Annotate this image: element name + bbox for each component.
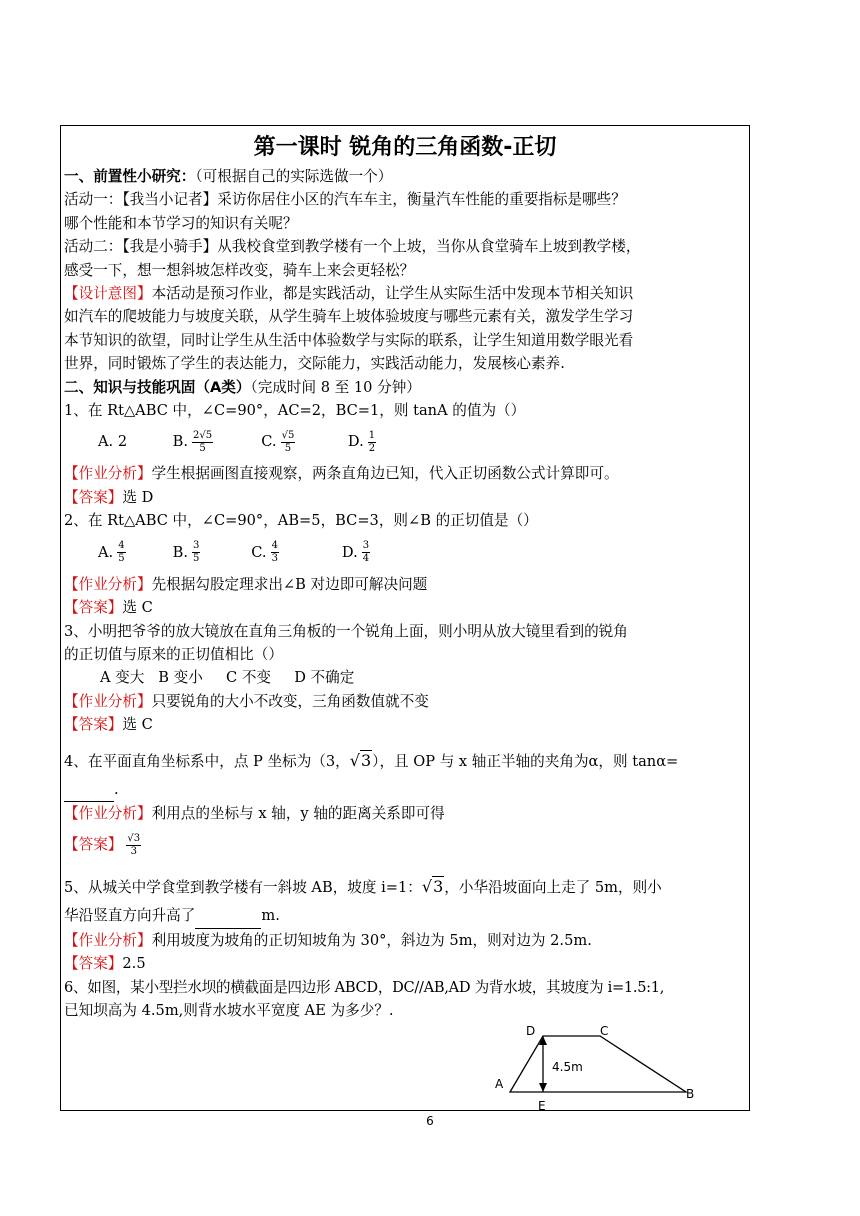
question-3-line-1: 3、小明把爷爷的放大镜放在直角三角板的一个锐角上面，则小明从放大镜里看到的锐角 bbox=[64, 622, 628, 640]
arrow-down bbox=[539, 1083, 547, 1092]
question-1-options bbox=[64, 422, 746, 462]
q1-option-c: C. $\frac{√5}{5}$ bbox=[261, 429, 295, 454]
q3-answer: 【答案】选 C bbox=[64, 716, 153, 734]
q4-blank-line: . bbox=[64, 778, 746, 802]
q4-analysis: 【作业分析】利用点的坐标与 x 轴，y 轴的距离关系即可得 bbox=[64, 804, 445, 822]
q4-answer: 【答案】 $\frac{√3}{3}$ bbox=[64, 832, 141, 857]
design-line-4: 世界，同时锻炼了学生的表达能力，交际能力，实践活动能力，发展核心素养. bbox=[64, 355, 565, 373]
q1-option-d: D. $\frac{1}{2}$ bbox=[347, 429, 376, 454]
question-5-line-2: 华沿竖直方向升高了 m. bbox=[64, 904, 746, 928]
q1-answer: 【答案】选 D bbox=[64, 488, 154, 506]
q1-option-b: B. $\frac{2√5}{5}$ bbox=[172, 429, 213, 454]
activity-2-line-1: 活动二：【我是小骑手】从我校食堂到教学楼有一个上坡，当你从食堂骑车上坡到教学楼， bbox=[64, 238, 641, 256]
q5-answer-blank bbox=[195, 904, 261, 928]
q5-answer: 【答案】2.5 bbox=[64, 955, 146, 973]
label-a: A bbox=[495, 1077, 504, 1091]
q3-options: A 变大 B 变小 C 不变 D 不确定 bbox=[100, 669, 355, 687]
design-line-1: 【设计意图】本活动是预习作业，都是实践活动，让学生从实际生活中发现本节相关知识 bbox=[64, 285, 634, 303]
section-2-note: （完成时间 8 至 10 分钟） bbox=[250, 378, 421, 396]
q2-analysis: 【作业分析】先根据勾股定理求出∠B 对边即可解决问题 bbox=[64, 575, 428, 593]
question-2-options bbox=[64, 533, 746, 573]
design-line-3: 本节知识的欲望，同时让学生从生活中体验数学与实际的联系，让学生知道用数学眼光看 bbox=[64, 331, 634, 349]
activity-2-line-2: 感受一下，想一想斜坡怎样改变，骑车上来会更轻松？ bbox=[64, 261, 415, 279]
q2-option-a: A. $\frac{4}{5}$ bbox=[98, 540, 125, 565]
q5-analysis: 【作业分析】利用坡度为坡角的正切知坡角为 30°，斜边为 5m，则对边为 2.5m. bbox=[64, 931, 592, 949]
section-1-note: （可根据自己的实际选做一个） bbox=[195, 168, 393, 185]
label-b: B bbox=[686, 1087, 695, 1101]
question-2: 2、在 Rt△ABC 中，∠C=90°，AB=5，BC=3，则∠B 的正切值是（） bbox=[64, 512, 538, 530]
question-4: 4、在平面直角坐标系中，点 P 坐标为（3，√3），且 OP 与 x 轴正半轴的夹角为α，则 tanα= bbox=[64, 750, 679, 770]
activity-1-line-1: 活动一：【我当小记者】采访你居住小区的汽车车主，衡量汽车性能的重要指标是哪些？ bbox=[64, 191, 626, 209]
q2-answer: 【答案】选 C bbox=[64, 599, 153, 617]
height-label: 4.5m bbox=[552, 1060, 583, 1074]
question-6-line-2: 已知坝高为 4.5m,则背水坡水平宽度 AE 为多少？. bbox=[64, 1001, 394, 1019]
document-content bbox=[64, 132, 746, 1022]
q2-option-c: C. $\frac{4}{3}$ bbox=[251, 540, 278, 565]
question-3-line-2: 的正切值与原来的正切值相比（） bbox=[64, 645, 283, 663]
label-d: D bbox=[526, 1024, 536, 1038]
label-c: C bbox=[600, 1024, 609, 1038]
activity-1-line-2: 哪个性能和本节学习的知识有关呢？ bbox=[64, 214, 298, 232]
design-intent-tag: 【设计意图】 bbox=[64, 285, 152, 303]
q1-option-a: A. 2 bbox=[98, 433, 128, 451]
q2-option-d: D. $\frac{3}{4}$ bbox=[341, 540, 370, 565]
design-line-2: 如汽车的爬坡能力与坡度关联，从学生骑车上坡体验坡度与哪些元素有关，激发学生学习 bbox=[64, 308, 634, 326]
section-1-heading: 一、前置性小研究： bbox=[64, 168, 196, 185]
section-2-heading-line bbox=[64, 376, 746, 399]
page-number: 6 bbox=[426, 1114, 434, 1128]
section-1-heading-line bbox=[64, 165, 746, 188]
trapezoid-abcd bbox=[510, 1036, 686, 1092]
q1-analysis: 【作业分析】学生根据画图直接观察，两条直角边已知，代入正切函数公式计算即可。 bbox=[64, 465, 619, 483]
label-e: E bbox=[538, 1099, 546, 1113]
question-6-line-1: 6、如图，某小型拦水坝的横截面是四边形 ABCD，DC//AB,AD 为背水坡，其坡度为 i=1.5:1, bbox=[64, 978, 665, 996]
q4-answer-blank bbox=[64, 778, 114, 802]
section-2-heading: 二、知识与技能巩固（A类） bbox=[64, 378, 251, 396]
question-5: 5、从城关中学食堂到教学楼有一斜坡 AB，坡度 i=1：√3，小华沿坡面向上走了 5m，则小 bbox=[64, 877, 662, 897]
q3-analysis: 【作业分析】只要锐角的大小不改变，三角函数值就不变 bbox=[64, 692, 429, 710]
page-title: 第一课时 锐角的三角函数-正切 bbox=[253, 135, 557, 160]
question-1: 1、在 Rt△ABC 中，∠C=90°，AC=2，BC=1，则 tanA 的值为（） bbox=[64, 402, 526, 420]
dam-cross-section-figure bbox=[488, 1018, 708, 1118]
q2-option-b: B. $\frac{3}{5}$ bbox=[172, 540, 200, 565]
